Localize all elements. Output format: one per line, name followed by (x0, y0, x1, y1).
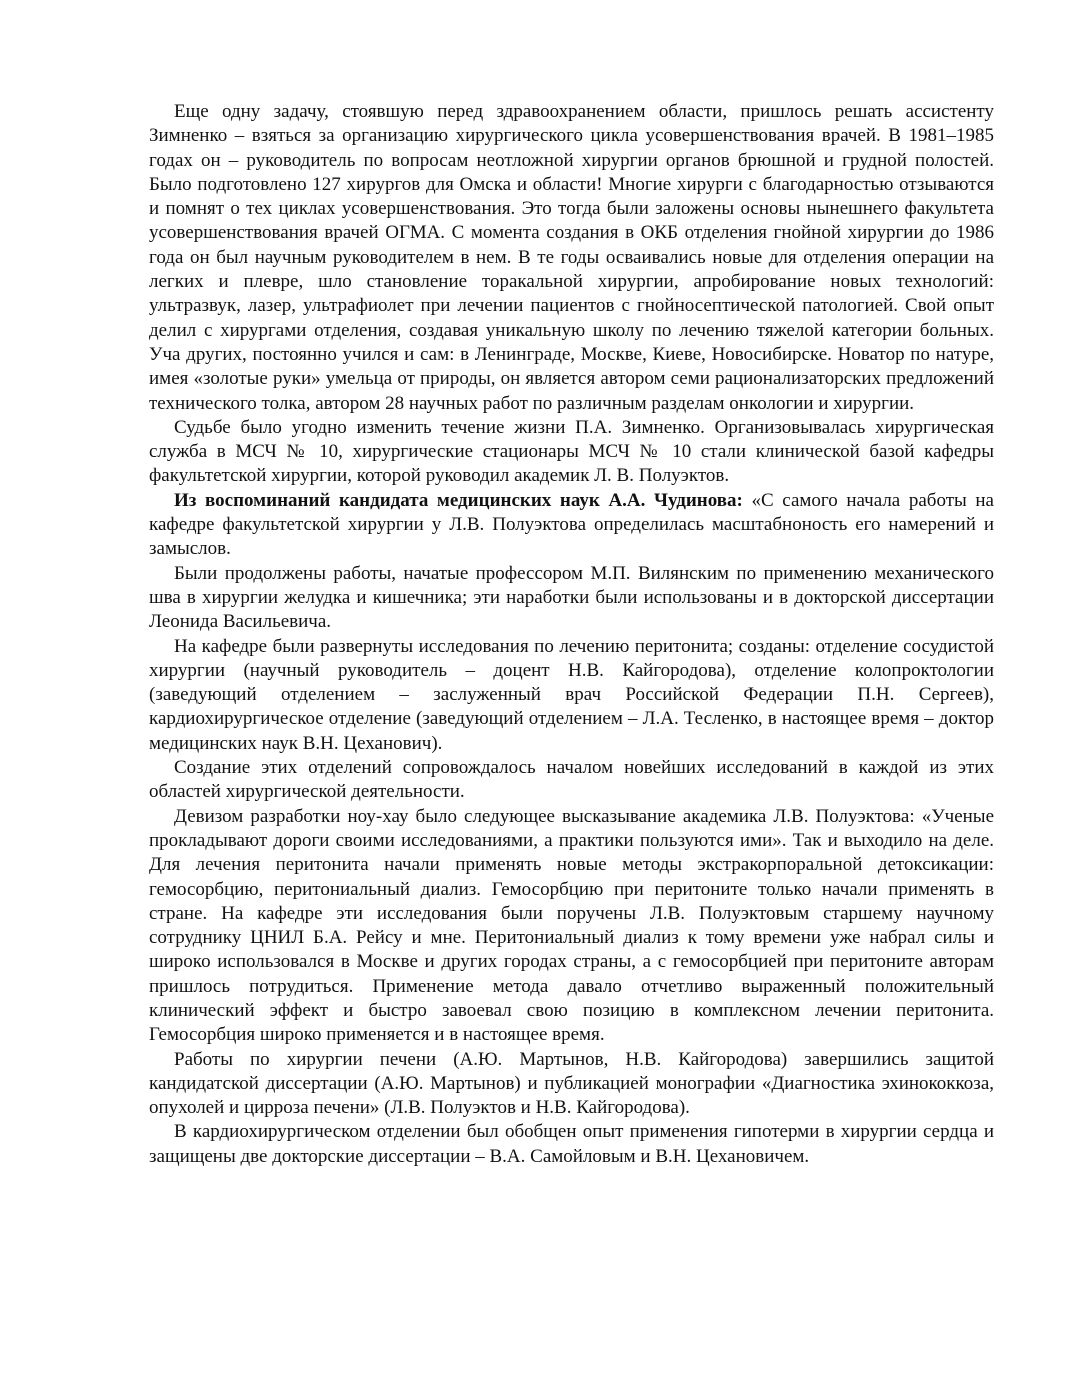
paragraph-text: Были продолжены работы, начатые профессором М.П. Вилянским по применению механического шва в хирургии желудка и кишечника; эти наработки были использованы и в докторской диссертации Леонида Васильевича. (149, 562, 994, 633)
paragraph-new-research (149, 756, 994, 805)
paragraph-zimnenko-training-cycle (149, 100, 994, 416)
paragraph-text: Работы по хирургии печени (А.Ю. Мартынов, Н.В. Кайгородова) завершились защитой кандидатской диссертации (А.Ю. Мартынов) и публикацией монографии «Диагностика эхинококкоза, опухолей и цирроза печени» (Л.В. Полуэктов и Н.В. Кайгородова). (149, 1048, 994, 1119)
paragraph-chudinov-memoirs (149, 489, 994, 562)
paragraph-text: «С самого начала работы на кафедре факультетской хирургии у Л.В. Полуэктова определилась масштабноность его намерений и замыслов. (149, 489, 994, 560)
paragraph-text: На кафедре были развернуты исследования по лечению перитонита; созданы: отделение сосудистой хирургии (научный руководитель – доцент Н.В. Кайгородова), отделение колопроктологии (заведующий отделением – заслуженный врач Российской Федерации П.Н. Сергеев), кардиохирургическое отделение (заведующий отделением – Л.А. Тесленко, в настоящее время – доктор медицинских наук В.Н. Цеханович). (149, 635, 994, 754)
paragraph-text: В кардиохирургическом отделении был обобщен опыт применения гипотерми в хирургии сердца и защищены две докторские диссертации – В.А. Самойловым и В.Н. Цехановичем. (149, 1121, 994, 1167)
paragraph-text: Судьбе было угодно изменить течение жизни П.А. Зимненко. Организовывалась хирургическая служба в МСЧ № 10, хирургические стационары МСЧ № 10 стали клинической базой кафедры факультетской хирургии, которой руководил академик Л. В. Полуэктов. (149, 416, 994, 487)
paragraph-know-how-motto (149, 805, 994, 1048)
paragraph-liver-surgery (149, 1048, 994, 1121)
memoir-heading: Из воспоминаний кандидата медицинских наук А.А. Чудинова: (174, 489, 743, 511)
paragraph-departments (149, 635, 994, 756)
paragraph-text: Еще одну задачу, стоявшую перед здравоохранением области, пришлось решать ассистенту Зимненко – взяться за организацию хирургического цикла усовершенствования врачей. В 1981–1985 годах он – руководитель по вопросам неотложной хирургии органов брюшной и грудной полостей. Было подготовлено 127 хирургов для Омска и области! Многие хирурги с благодарностью отзываются и помнят о тех циклах усовершенствования. Это тогда были заложены основы нынешнего факультета усовершенствования врачей ОГМА. С момента создания в ОКБ отделения гнойной хирургии до 1986 года он был научным руководителем в нем. В те годы осваивались новые для отделения операции на легких и плевре, шло становление торакальной хирургии, апробирование новых технологий: ультразвук, лазер, ультрафиолет при лечении пациентов с гнойносептической патологией. Свой опыт делил с хирургами отделения, создавая уникальную школу по лечению тяжелой категории больных. Уча других, постоянно учился и сам: в Ленинграде, Москве, Киеве, Новосибирске. Новатор по натуре, имея «золотые руки» умельца от природы, он является автором семи рационализаторских предложений технического толка, автором 28 научных работ по различным разделам онкологии и хирургии. (149, 101, 994, 414)
paragraph-msch-10 (149, 416, 994, 489)
paragraph-cardiosurgery (149, 1120, 994, 1169)
paragraph-text: Создание этих отделений сопровождалось началом новейших исследований в каждой из этих областей хирургической деятельности. (149, 757, 994, 803)
paragraph-text: Девизом разработки ноу-хау было следующее высказывание академика Л.В. Полуэктова: «Ученые прокладывают дороги своими исследованиями, а практики пользуются ими». Так и выходило на деле. Для лечения перитонита начали применять новые методы экстракорпоральной детоксикации: гемосорбцию, перитониальный диализ. Гемосорбцию при перитоните только начали применять в стране. На кафедре эти исследования были поручены Л.В. Полуэктовым старшему научному сотруднику ЦНИЛ Б.А. Рейсу и мне. Перитониальный диализ к тому времени уже набрал силы и широко использовался в Москве и других городах страны, а с гемосорбцией при перитоните авторам пришлось потрудиться. Применение метода давало отчетливо выраженный положительный клинический эффект и быстро завоевал свою позицию в комплексном лечении перитонита. Гемосорбция широко применяется и в настоящее время. (149, 805, 994, 1046)
paragraph-mechanical-suture (149, 562, 994, 635)
document-page (149, 100, 994, 1169)
